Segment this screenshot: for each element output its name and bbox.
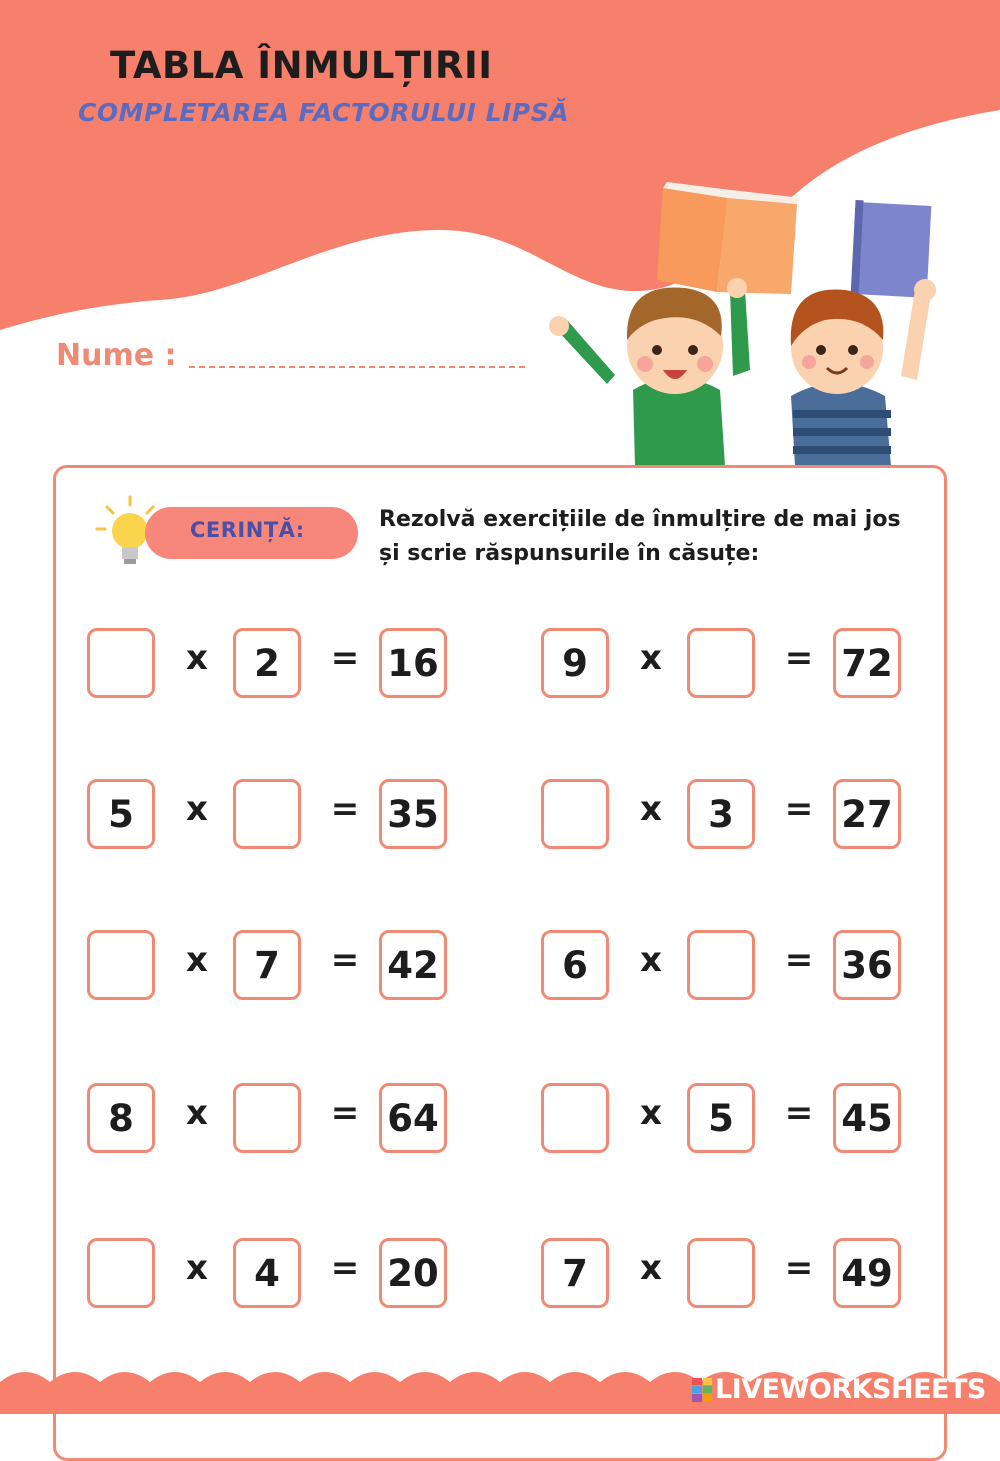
times-sign: x <box>186 940 208 980</box>
equals-sign: = <box>784 940 814 980</box>
equals-sign: = <box>330 638 360 678</box>
times-sign: x <box>186 638 208 678</box>
name-label: Nume : <box>56 338 177 373</box>
times-sign: x <box>186 1248 208 1288</box>
equals-sign: = <box>784 1093 814 1133</box>
name-input-line[interactable] <box>189 366 525 368</box>
answer-box[interactable] <box>87 1238 155 1308</box>
logo-text: LIVEWORKSHEETS <box>715 1374 986 1405</box>
equals-sign: = <box>784 1248 814 1288</box>
equals-sign: = <box>330 789 360 829</box>
factor-box: 8 <box>87 1083 155 1153</box>
result-box: 35 <box>379 779 447 849</box>
answer-box[interactable] <box>687 930 755 1000</box>
times-sign: x <box>640 1093 662 1133</box>
factor-box: 2 <box>233 628 301 698</box>
answer-box[interactable] <box>687 1238 755 1308</box>
liveworksheets-logo <box>692 1374 986 1405</box>
times-sign: x <box>640 638 662 678</box>
kids-illustration <box>545 170 945 466</box>
result-box: 72 <box>833 628 901 698</box>
page-title: TABLA ÎNMULȚIRII <box>110 44 493 87</box>
factor-box: 3 <box>687 779 755 849</box>
instruction-text <box>379 503 939 571</box>
result-box: 64 <box>379 1083 447 1153</box>
equals-sign: = <box>784 638 814 678</box>
factor-box: 6 <box>541 930 609 1000</box>
result-box: 42 <box>379 930 447 1000</box>
answer-box[interactable] <box>233 1083 301 1153</box>
equals-sign: = <box>330 1248 360 1288</box>
answer-box[interactable] <box>233 779 301 849</box>
answer-box[interactable] <box>541 1083 609 1153</box>
factor-box: 5 <box>87 779 155 849</box>
times-sign: x <box>640 1248 662 1288</box>
factor-box: 9 <box>541 628 609 698</box>
result-box: 20 <box>379 1238 447 1308</box>
times-sign: x <box>186 789 208 829</box>
factor-box: 5 <box>687 1083 755 1153</box>
answer-box[interactable] <box>87 930 155 1000</box>
times-sign: x <box>640 940 662 980</box>
liveworksheets-logo-icon <box>692 1378 712 1402</box>
instruction-line-2: și scrie răspunsurile în căsuțe: <box>379 541 760 566</box>
result-box: 36 <box>833 930 901 1000</box>
boy-green-shirt <box>549 278 750 466</box>
equals-sign: = <box>330 1093 360 1133</box>
times-sign: x <box>186 1093 208 1133</box>
equals-sign: = <box>330 940 360 980</box>
equals-sign: = <box>784 789 814 829</box>
answer-box[interactable] <box>541 779 609 849</box>
cerinta-label: CERINȚĂ: <box>190 518 305 542</box>
answer-box[interactable] <box>87 628 155 698</box>
times-sign: x <box>640 789 662 829</box>
orange-book-icon <box>657 182 801 294</box>
result-box: 49 <box>833 1238 901 1308</box>
result-box: 27 <box>833 779 901 849</box>
factor-box: 7 <box>541 1238 609 1308</box>
result-box: 45 <box>833 1083 901 1153</box>
boy-striped-shirt <box>791 279 936 466</box>
factor-box: 4 <box>233 1238 301 1308</box>
factor-box: 7 <box>233 930 301 1000</box>
result-box: 16 <box>379 628 447 698</box>
page-subtitle: COMPLETAREA FACTORULUI LIPSĂ <box>78 98 570 127</box>
answer-box[interactable] <box>687 628 755 698</box>
instruction-line-1: Rezolvă exercițiile de înmulțire de mai jos <box>379 507 901 532</box>
